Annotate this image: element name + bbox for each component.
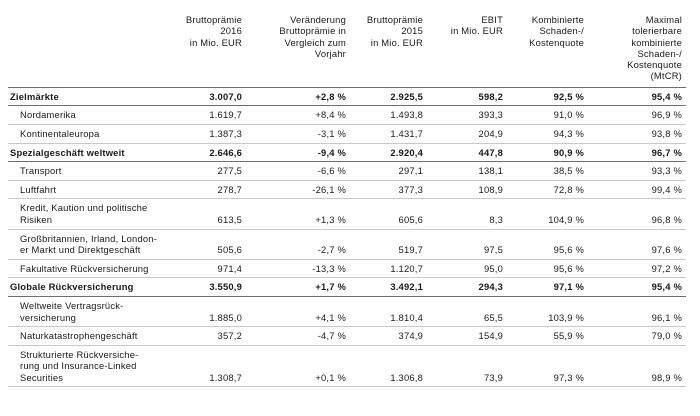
table-row — [8, 162, 686, 181]
cell-mtcr: 95,4 % — [588, 278, 686, 297]
table-row — [8, 296, 686, 326]
cell-premium-2015: 377,3 — [350, 180, 427, 199]
cell-premium-2015: 1.306,8 — [350, 345, 427, 387]
cell-premium-2016: 3.550,9 — [172, 278, 246, 297]
table-row — [8, 124, 686, 143]
table-row — [8, 199, 686, 229]
cell-premium-2016: 1.885,0 — [172, 296, 246, 326]
cell-mtcr: 93,3 % — [588, 162, 686, 181]
cell-premium-2015: 2.920,4 — [350, 143, 427, 162]
cell-premium-2016: 1.308,7 — [172, 345, 246, 387]
cell-ebit: 95,0 — [427, 259, 507, 278]
cell-change: -26,1 % — [246, 180, 350, 199]
cell-change: -4,7 % — [246, 327, 350, 346]
row-label: Fakultative Rückversicherung — [8, 259, 172, 278]
cell-ebit: 154,9 — [427, 327, 507, 346]
row-label: Nordamerika — [8, 106, 172, 125]
header-premium-change: Veränderung Bruttoprämie in Vergleich zum Vorjahr — [246, 14, 350, 87]
cell-change: +4,1 % — [246, 296, 350, 326]
cell-premium-2015: 605,6 — [350, 199, 427, 229]
cell-ebit: 108,9 — [427, 180, 507, 199]
row-label: Kontinentaleuropa — [8, 124, 172, 143]
cell-combined-ratio: 103,9 % — [507, 296, 588, 326]
cell-ebit: 393,3 — [427, 106, 507, 125]
cell-ebit: 73,9 — [427, 345, 507, 387]
cell-mtcr: 97,2 % — [588, 259, 686, 278]
header-premium-2016: Bruttoprämie 2016 in Mio. EUR — [172, 14, 246, 87]
cell-premium-2016: 971,4 — [172, 259, 246, 278]
row-label: Spezialgeschäft weltweit — [8, 143, 172, 162]
cell-mtcr: 98,9 % — [588, 345, 686, 387]
cell-ebit: 204,9 — [427, 124, 507, 143]
cell-combined-ratio: 55,9 % — [507, 327, 588, 346]
cell-combined-ratio: 94,3 % — [507, 124, 588, 143]
table-row — [8, 345, 686, 387]
cell-combined-ratio: 91,0 % — [507, 106, 588, 125]
cell-premium-2016: 613,5 — [172, 199, 246, 229]
cell-ebit: 97,5 — [427, 229, 507, 259]
cell-change: -9,4 % — [246, 143, 350, 162]
cell-combined-ratio: 95,6 % — [507, 229, 588, 259]
cell-change: +1,3 % — [246, 199, 350, 229]
cell-premium-2015: 519,7 — [350, 229, 427, 259]
cell-premium-2015: 1.431,7 — [350, 124, 427, 143]
cell-combined-ratio: 72,8 % — [507, 180, 588, 199]
table-row-group — [8, 278, 686, 297]
cell-mtcr: 96,8 % — [588, 199, 686, 229]
cell-premium-2016: 2.646,6 — [172, 143, 246, 162]
cell-change: +8,4 % — [246, 106, 350, 125]
cell-mtcr: 93,8 % — [588, 124, 686, 143]
cell-premium-2015: 1.493,8 — [350, 106, 427, 125]
cell-combined-ratio: 104,9 % — [507, 199, 588, 229]
cell-premium-2015: 1.120,7 — [350, 259, 427, 278]
table-row — [8, 327, 686, 346]
table-row — [8, 259, 686, 278]
cell-premium-2015: 3.492,1 — [350, 278, 427, 297]
cell-premium-2016: 278,7 — [172, 180, 246, 199]
cell-change: -13,3 % — [246, 259, 350, 278]
header-ebit: EBIT in Mio. EUR — [427, 14, 507, 87]
cell-combined-ratio: 90,9 % — [507, 143, 588, 162]
cell-ebit: 8,3 — [427, 199, 507, 229]
cell-premium-2016: 357,2 — [172, 327, 246, 346]
header-mtcr: Maximal tolerierbare kombinierte Schaden-/ Kostenquote (MtCR) — [588, 14, 686, 87]
row-label: Strukturierte Rückversiche- rung und Insurance-Linked Securities — [8, 345, 172, 387]
cell-change: -6,6 % — [246, 162, 350, 181]
cell-mtcr: 95,4 % — [588, 87, 686, 106]
cell-combined-ratio: 97,1 % — [507, 278, 588, 297]
row-label: Globale Rückversicherung — [8, 278, 172, 297]
cell-ebit: 138,1 — [427, 162, 507, 181]
cell-premium-2015: 374,9 — [350, 327, 427, 346]
cell-change: +1,7 % — [246, 278, 350, 297]
cell-premium-2016: 505,6 — [172, 229, 246, 259]
row-label: Zielmärkte — [8, 87, 172, 106]
cell-combined-ratio: 92,5 % — [507, 87, 588, 106]
cell-change: -3,1 % — [246, 124, 350, 143]
cell-change: +0,1 % — [246, 345, 350, 387]
cell-combined-ratio: 38,5 % — [507, 162, 588, 181]
row-label: Weltweite Vertragsrück- versicherung — [8, 296, 172, 326]
cell-mtcr: 79,0 % — [588, 327, 686, 346]
table-row — [8, 106, 686, 125]
row-label: Transport — [8, 162, 172, 181]
row-label: Großbritannien, Irland, London- er Markt und Direktgeschäft — [8, 229, 172, 259]
cell-mtcr: 96,7 % — [588, 143, 686, 162]
cell-premium-2015: 1.810,4 — [350, 296, 427, 326]
table-row-group — [8, 143, 686, 162]
cell-ebit: 598,2 — [427, 87, 507, 106]
cell-premium-2015: 2.925,5 — [350, 87, 427, 106]
cell-mtcr: 96,9 % — [588, 106, 686, 125]
header-combined-ratio: Kombinierte Schaden-/ Kostenquote — [507, 14, 588, 87]
cell-premium-2016: 1.619,7 — [172, 106, 246, 125]
cell-premium-2016: 277,5 — [172, 162, 246, 181]
cell-combined-ratio: 97,3 % — [507, 345, 588, 387]
cell-ebit: 294,3 — [427, 278, 507, 297]
row-label: Luftfahrt — [8, 180, 172, 199]
cell-mtcr: 97,6 % — [588, 229, 686, 259]
cell-change: +2,8 % — [246, 87, 350, 106]
header-row — [8, 14, 686, 87]
cell-premium-2016: 3.007,0 — [172, 87, 246, 106]
cell-mtcr: 96,1 % — [588, 296, 686, 326]
table-row — [8, 229, 686, 259]
header-segment — [8, 14, 172, 87]
cell-change: -2,7 % — [246, 229, 350, 259]
cell-mtcr: 99,4 % — [588, 180, 686, 199]
cell-ebit: 447,8 — [427, 143, 507, 162]
table-body — [8, 87, 686, 387]
cell-ebit: 65,5 — [427, 296, 507, 326]
row-label: Kredit, Kaution und politische Risiken — [8, 199, 172, 229]
cell-premium-2016: 1.387,3 — [172, 124, 246, 143]
table-header — [8, 14, 686, 87]
header-premium-2015: Bruttoprämie 2015 in Mio. EUR — [350, 14, 427, 87]
row-label: Naturkatastrophengeschäft — [8, 327, 172, 346]
cell-combined-ratio: 95,6 % — [507, 259, 588, 278]
financial-table — [8, 14, 686, 387]
table-row-group — [8, 87, 686, 106]
table-row — [8, 180, 686, 199]
cell-premium-2015: 297,1 — [350, 162, 427, 181]
